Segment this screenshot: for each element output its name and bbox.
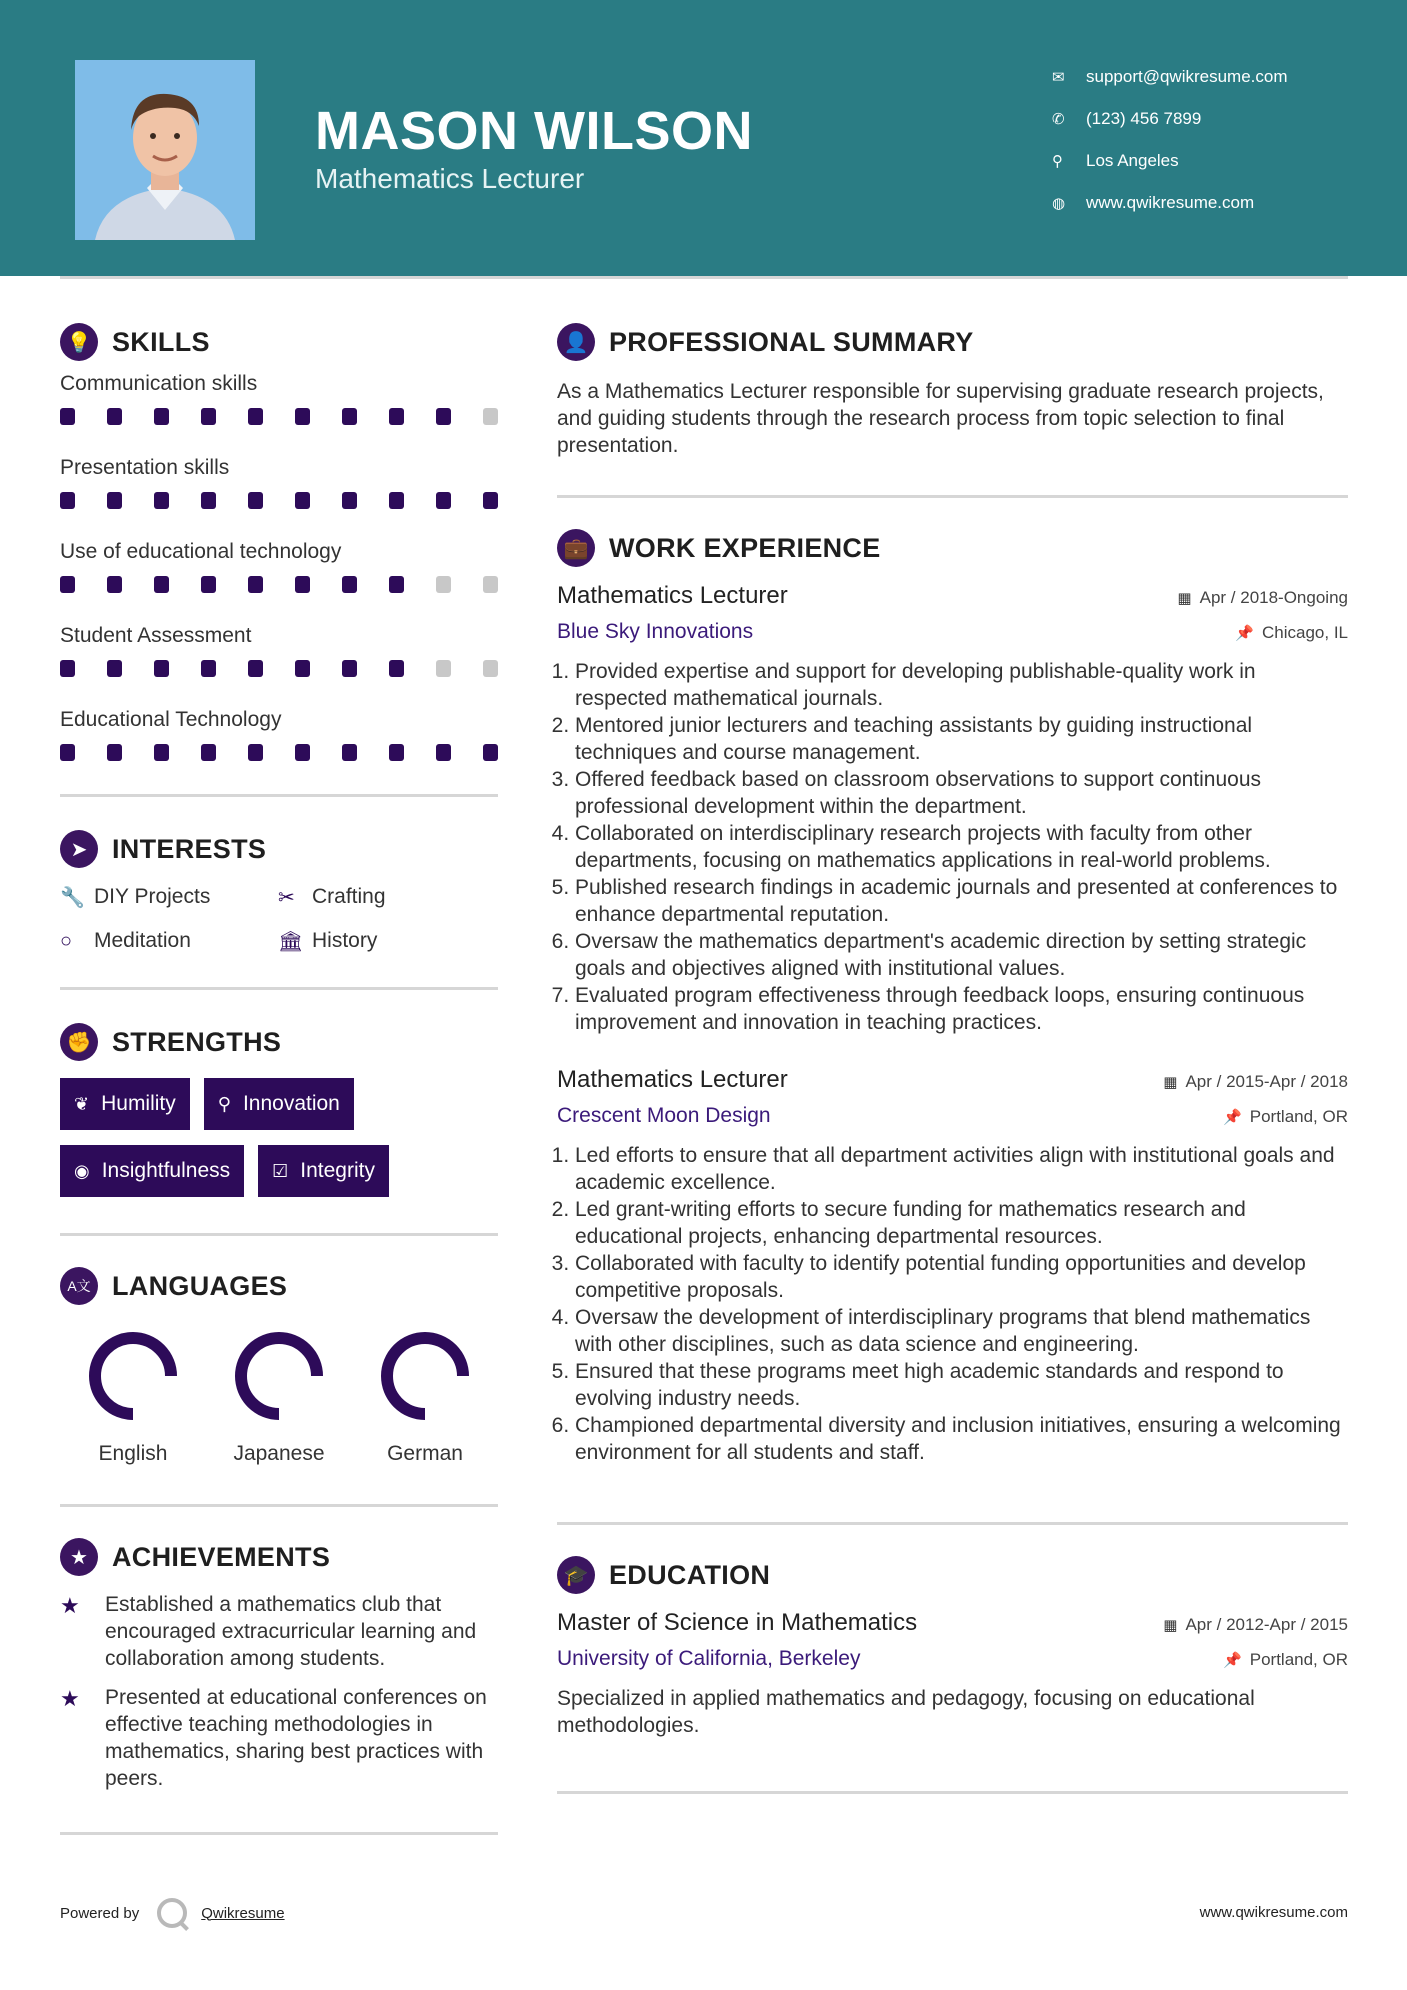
rating-dot-empty: [436, 660, 451, 677]
education-entry: [557, 1609, 1348, 1739]
interest-label: Crafting: [312, 885, 386, 908]
strengths-title: STRENGTHS: [112, 1026, 282, 1057]
language-icon: A文: [60, 1267, 98, 1305]
contact-location-text: Los Angeles: [1086, 151, 1179, 170]
job-bullet: 1. Provided expertise and support for developing publishable-quality work in respected mathematical journals.: [575, 658, 1348, 712]
rating-dot-empty: [483, 576, 498, 593]
job-sub-row: [557, 620, 1348, 644]
globe-icon: ◍: [1052, 195, 1066, 212]
language-level-arc: [95, 1338, 171, 1414]
language-name: German: [387, 1442, 463, 1465]
calendar-icon: ▦: [1163, 1617, 1178, 1634]
skills-heading: [60, 322, 498, 362]
rating-dot-filled: [342, 576, 357, 593]
job-bullet: 4. Collaborated on interdisciplinary research projects with faculty from other departments, focusing on mathematics applications in real-world problems.: [575, 820, 1348, 874]
language-level-arc: [387, 1338, 463, 1414]
education-location: [1223, 1650, 1348, 1670]
achievement-item: [60, 1684, 498, 1792]
job-header-row: [557, 582, 1348, 610]
candidate-name: MASON WILSON: [315, 101, 753, 161]
school-name: University of California, Berkeley: [557, 1647, 861, 1670]
contact-location: [1050, 140, 1380, 182]
interests-heading: [60, 829, 498, 869]
skill-name: Presentation skills: [60, 456, 230, 479]
languages-title: LANGUAGES: [112, 1270, 288, 1301]
interest-item: [60, 925, 278, 957]
rating-dot-filled: [248, 744, 263, 761]
calendar-icon: ▦: [1177, 590, 1192, 607]
job-bullets: [557, 658, 1348, 1036]
skill-name: Use of educational technology: [60, 540, 342, 563]
skill-item: [60, 624, 498, 698]
paper-plane-icon: ➤: [60, 830, 98, 868]
contact-email[interactable]: [1050, 56, 1380, 98]
strength-tag: [60, 1078, 190, 1130]
skill-rating: [60, 492, 498, 530]
rating-dot-empty: [436, 576, 451, 593]
strength-label: Insightfulness: [101, 1159, 231, 1182]
strengths-heading: [60, 1022, 498, 1062]
museum-icon: 🏛: [278, 930, 304, 953]
eye-icon: ◉: [74, 1160, 90, 1181]
education-dates: [1163, 1615, 1348, 1635]
contact-phone-text: (123) 456 7899: [1086, 109, 1202, 128]
experience-heading: [557, 528, 1348, 568]
rating-dot-filled: [295, 492, 310, 509]
skill-item: [60, 540, 498, 614]
interest-label: Meditation: [94, 929, 191, 952]
contact-phone[interactable]: [1050, 98, 1380, 140]
rating-dot-filled: [154, 576, 169, 593]
interests-title: INTERESTS: [112, 833, 267, 864]
job-location: [1223, 1107, 1348, 1127]
shooting-star-icon: ★: [60, 1686, 80, 1711]
rating-dot-filled: [389, 660, 404, 677]
achievements-title: ACHIEVEMENTS: [112, 1541, 331, 1572]
rating-dot-filled: [342, 408, 357, 425]
education-sub-row: [557, 1647, 1348, 1671]
rating-dot-filled: [436, 408, 451, 425]
interest-label: History: [312, 929, 378, 952]
summary-text: As a Mathematics Lecturer responsible for supervising graduate research projects, and guiding students through the research process from topic selection to final presentation.: [557, 380, 1324, 457]
interest-label: DIY Projects: [94, 885, 211, 908]
rating-dot-filled: [60, 660, 75, 677]
contact-website[interactable]: [1050, 182, 1380, 224]
interests-list: [60, 881, 498, 957]
rating-dot-filled: [60, 744, 75, 761]
contact-website-text: www.qwikresume.com: [1086, 193, 1255, 212]
rating-dot-filled: [107, 744, 122, 761]
language-item: [60, 1326, 206, 1466]
left-column: [60, 322, 498, 1835]
languages-heading: [60, 1266, 498, 1306]
candidate-title: Mathematics Lecturer: [315, 163, 585, 194]
header-divider: [60, 276, 1348, 279]
education-location-text: Portland, OR: [1249, 1650, 1348, 1669]
pushpin-icon: 📌: [1223, 1652, 1242, 1669]
graduate-icon: 🎓: [557, 1556, 595, 1594]
job-bullet: 5. Ensured that these programs meet high academic standards and respond to evolving industry needs.: [575, 1358, 1348, 1412]
job-bullet: 1. Led efforts to ensure that all department activities align with institutional goals and academic excellence.: [575, 1142, 1348, 1196]
pushpin-icon: 📌: [1235, 625, 1254, 642]
language-level-ring: [83, 1326, 183, 1426]
job-location: [1235, 623, 1348, 643]
section-divider: [557, 495, 1348, 498]
star-badge-icon: ★: [60, 1538, 98, 1576]
rating-dot-filled: [389, 744, 404, 761]
lightbulb-icon: 💡: [60, 323, 98, 361]
job-bullet: 6. Oversaw the mathematics department's academic direction by setting strategic goals and objectives aligned with institutional values.: [575, 928, 1348, 982]
language-name: English: [98, 1442, 168, 1465]
education-title: EDUCATION: [609, 1559, 771, 1590]
rating-dot-filled: [201, 408, 216, 425]
rating-dot-filled: [483, 492, 498, 509]
strength-label: Integrity: [300, 1159, 375, 1182]
skill-name: Communication skills: [60, 372, 258, 395]
contact-list: [1050, 56, 1380, 224]
rating-dot-filled: [154, 660, 169, 677]
right-column: [557, 322, 1348, 1794]
skill-rating: [60, 744, 498, 782]
job-bullet: 3. Offered feedback based on classroom observations to support continuous professional development within the department.: [575, 766, 1348, 820]
section-divider: [60, 1233, 498, 1236]
achievement-text: Established a mathematics club that encouraged extracurricular learning and collaboration among students.: [105, 1593, 477, 1670]
achievements-list: [60, 1591, 498, 1792]
rating-dot-filled: [389, 576, 404, 593]
rating-dot-filled: [107, 408, 122, 425]
rating-dot-filled: [295, 744, 310, 761]
job-bullet: 4. Oversaw the development of interdisciplinary programs that blend mathematics with other disciplines, such as data science and engineering.: [575, 1304, 1348, 1358]
calendar-icon: ▦: [1163, 1074, 1178, 1091]
envelope-icon: ✉: [1052, 69, 1065, 86]
job-dates-text: Apr / 2018-Ongoing: [1199, 588, 1348, 607]
section-divider: [60, 1504, 498, 1507]
job-bullet: 3. Collaborated with faculty to identify potential funding opportunities and develop competitive proposals.: [575, 1250, 1348, 1304]
skill-item: [60, 372, 498, 446]
section-divider: [60, 987, 498, 990]
education-header-row: [557, 1609, 1348, 1637]
language-item: [352, 1326, 498, 1466]
rating-dot-filled: [154, 744, 169, 761]
rating-dot-filled: [201, 576, 216, 593]
rating-dot-empty: [483, 408, 498, 425]
skill-rating: [60, 576, 498, 614]
skill-item: [60, 708, 498, 782]
job-dates-text: Apr / 2015-Apr / 2018: [1185, 1072, 1348, 1091]
summary-title: PROFESSIONAL SUMMARY: [609, 326, 974, 357]
lightbulb-icon: ⚲: [217, 1093, 231, 1114]
rating-dot-filled: [60, 408, 75, 425]
experience-title: WORK EXPERIENCE: [609, 532, 881, 563]
rating-dot-filled: [60, 492, 75, 509]
job-location-text: Chicago, IL: [1262, 623, 1348, 642]
strength-label: Humility: [101, 1092, 176, 1115]
education-heading: [557, 1555, 1348, 1595]
strength-tag: [60, 1145, 244, 1197]
powered-by-text: Powered by: [60, 1904, 140, 1922]
summary-heading: [557, 322, 1348, 362]
job-bullet: 2. Mentored junior lecturers and teaching assistants by guiding instructional techniques and course management.: [575, 712, 1348, 766]
achievement-item: [60, 1591, 498, 1672]
profile-photo: [75, 60, 255, 240]
achievement-text: Presented at educational conferences on effective teaching methodologies in mathematics, sharing best practices with peers.: [105, 1686, 487, 1790]
rating-dot-filled: [295, 660, 310, 677]
rating-dot-filled: [248, 492, 263, 509]
job-bullet: 6. Championed departmental diversity and inclusion initiatives, ensuring a welcoming environment for all students and staff.: [575, 1412, 1348, 1466]
language-item: [206, 1326, 352, 1466]
section-divider: [557, 1522, 1348, 1525]
strength-tag: [258, 1145, 389, 1197]
job-location-text: Portland, OR: [1249, 1107, 1348, 1126]
footer-url[interactable]: www.qwikresume.com: [1199, 1904, 1348, 1921]
section-divider: [60, 794, 498, 797]
briefcase-icon: 💼: [557, 529, 595, 567]
rating-dot-filled: [295, 408, 310, 425]
rating-dot-empty: [483, 660, 498, 677]
interest-item: [278, 881, 498, 913]
job-bullet: 5. Published research findings in academic journals and presented at conferences to enhance departmental reputation.: [575, 874, 1348, 928]
rating-dot-filled: [342, 660, 357, 677]
leaf-icon: ❦: [74, 1093, 90, 1114]
person-portrait-icon: [75, 60, 255, 240]
job-entry: [557, 582, 1348, 1036]
brand-link[interactable]: Qwikresume: [201, 1904, 285, 1922]
skill-name: Student Assessment: [60, 624, 252, 647]
languages-list: [60, 1326, 498, 1466]
job-title: Mathematics Lecturer: [557, 1066, 788, 1093]
strength-tag: [204, 1078, 354, 1130]
checkbox-icon: ☑: [272, 1160, 289, 1181]
job-bullet: 7. Evaluated program effectiveness through feedback loops, ensuring continuous improvement and innovation in teaching practices.: [575, 982, 1348, 1036]
job-bullets: [557, 1142, 1348, 1466]
job-header-row: [557, 1066, 1348, 1094]
contact-email-text: support@qwikresume.com: [1086, 67, 1288, 86]
pushpin-icon: 📌: [1223, 1109, 1242, 1126]
skill-item: [60, 456, 498, 530]
location-pin-icon: ⚲: [1052, 153, 1063, 170]
rating-dot-filled: [201, 744, 216, 761]
qwikresume-logo-icon: [157, 1898, 187, 1928]
language-level-ring: [375, 1326, 475, 1426]
section-divider: [557, 1791, 1348, 1794]
job-bullet: 2. Led grant-writing efforts to secure funding for mathematics research and educational projects, enhancing departmental resources.: [575, 1196, 1348, 1250]
rating-dot-filled: [436, 744, 451, 761]
skill-rating: [60, 408, 498, 446]
rating-dot-filled: [107, 576, 122, 593]
degree-name: Master of Science in Mathematics: [557, 1609, 918, 1636]
rating-dot-filled: [342, 492, 357, 509]
job-dates: [1163, 1072, 1348, 1092]
interest-item: [278, 925, 498, 957]
wrench-icon: 🔧: [60, 886, 85, 909]
education-dates-text: Apr / 2012-Apr / 2015: [1185, 1615, 1348, 1634]
rating-dot-filled: [342, 744, 357, 761]
rating-dot-filled: [201, 660, 216, 677]
education-description: Specialized in applied mathematics and pedagogy, focusing on educational methodologies.: [557, 1687, 1255, 1737]
interest-item: [60, 881, 278, 913]
skills-title: SKILLS: [112, 326, 210, 357]
skill-name: Educational Technology: [60, 708, 282, 731]
strengths-list: [60, 1078, 498, 1197]
skills-list: [60, 372, 498, 782]
job-company: Crescent Moon Design: [557, 1104, 771, 1127]
rating-dot-filled: [248, 408, 263, 425]
section-divider: [60, 1832, 498, 1835]
job-title: Mathematics Lecturer: [557, 582, 788, 609]
language-name: Japanese: [233, 1442, 325, 1465]
circle-icon: ○: [60, 929, 73, 952]
rating-dot-filled: [483, 744, 498, 761]
job-dates: [1177, 588, 1348, 608]
footer-powered-by: [60, 1898, 285, 1928]
rating-dot-filled: [436, 492, 451, 509]
rating-dot-filled: [107, 660, 122, 677]
scissors-icon: ✂: [278, 886, 295, 909]
rating-dot-filled: [248, 660, 263, 677]
rating-dot-filled: [60, 576, 75, 593]
rating-dot-filled: [389, 408, 404, 425]
phone-icon: ✆: [1052, 111, 1065, 128]
achievements-heading: [60, 1537, 498, 1577]
job-company: Blue Sky Innovations: [557, 620, 754, 643]
language-level-arc: [241, 1338, 317, 1414]
rating-dot-filled: [295, 576, 310, 593]
rating-dot-filled: [201, 492, 216, 509]
resume-header: [0, 0, 1407, 276]
job-entry: [557, 1066, 1348, 1466]
skill-rating: [60, 660, 498, 698]
job-sub-row: [557, 1104, 1348, 1128]
rating-dot-filled: [107, 492, 122, 509]
rating-dot-filled: [248, 576, 263, 593]
raised-fist-icon: ✊: [60, 1023, 98, 1061]
user-icon: 👤: [557, 323, 595, 361]
rating-dot-filled: [389, 492, 404, 509]
rating-dot-filled: [154, 492, 169, 509]
strength-label: Innovation: [242, 1092, 340, 1115]
rating-dot-filled: [154, 408, 169, 425]
language-level-ring: [229, 1326, 329, 1426]
shooting-star-icon: ★: [60, 1593, 80, 1618]
